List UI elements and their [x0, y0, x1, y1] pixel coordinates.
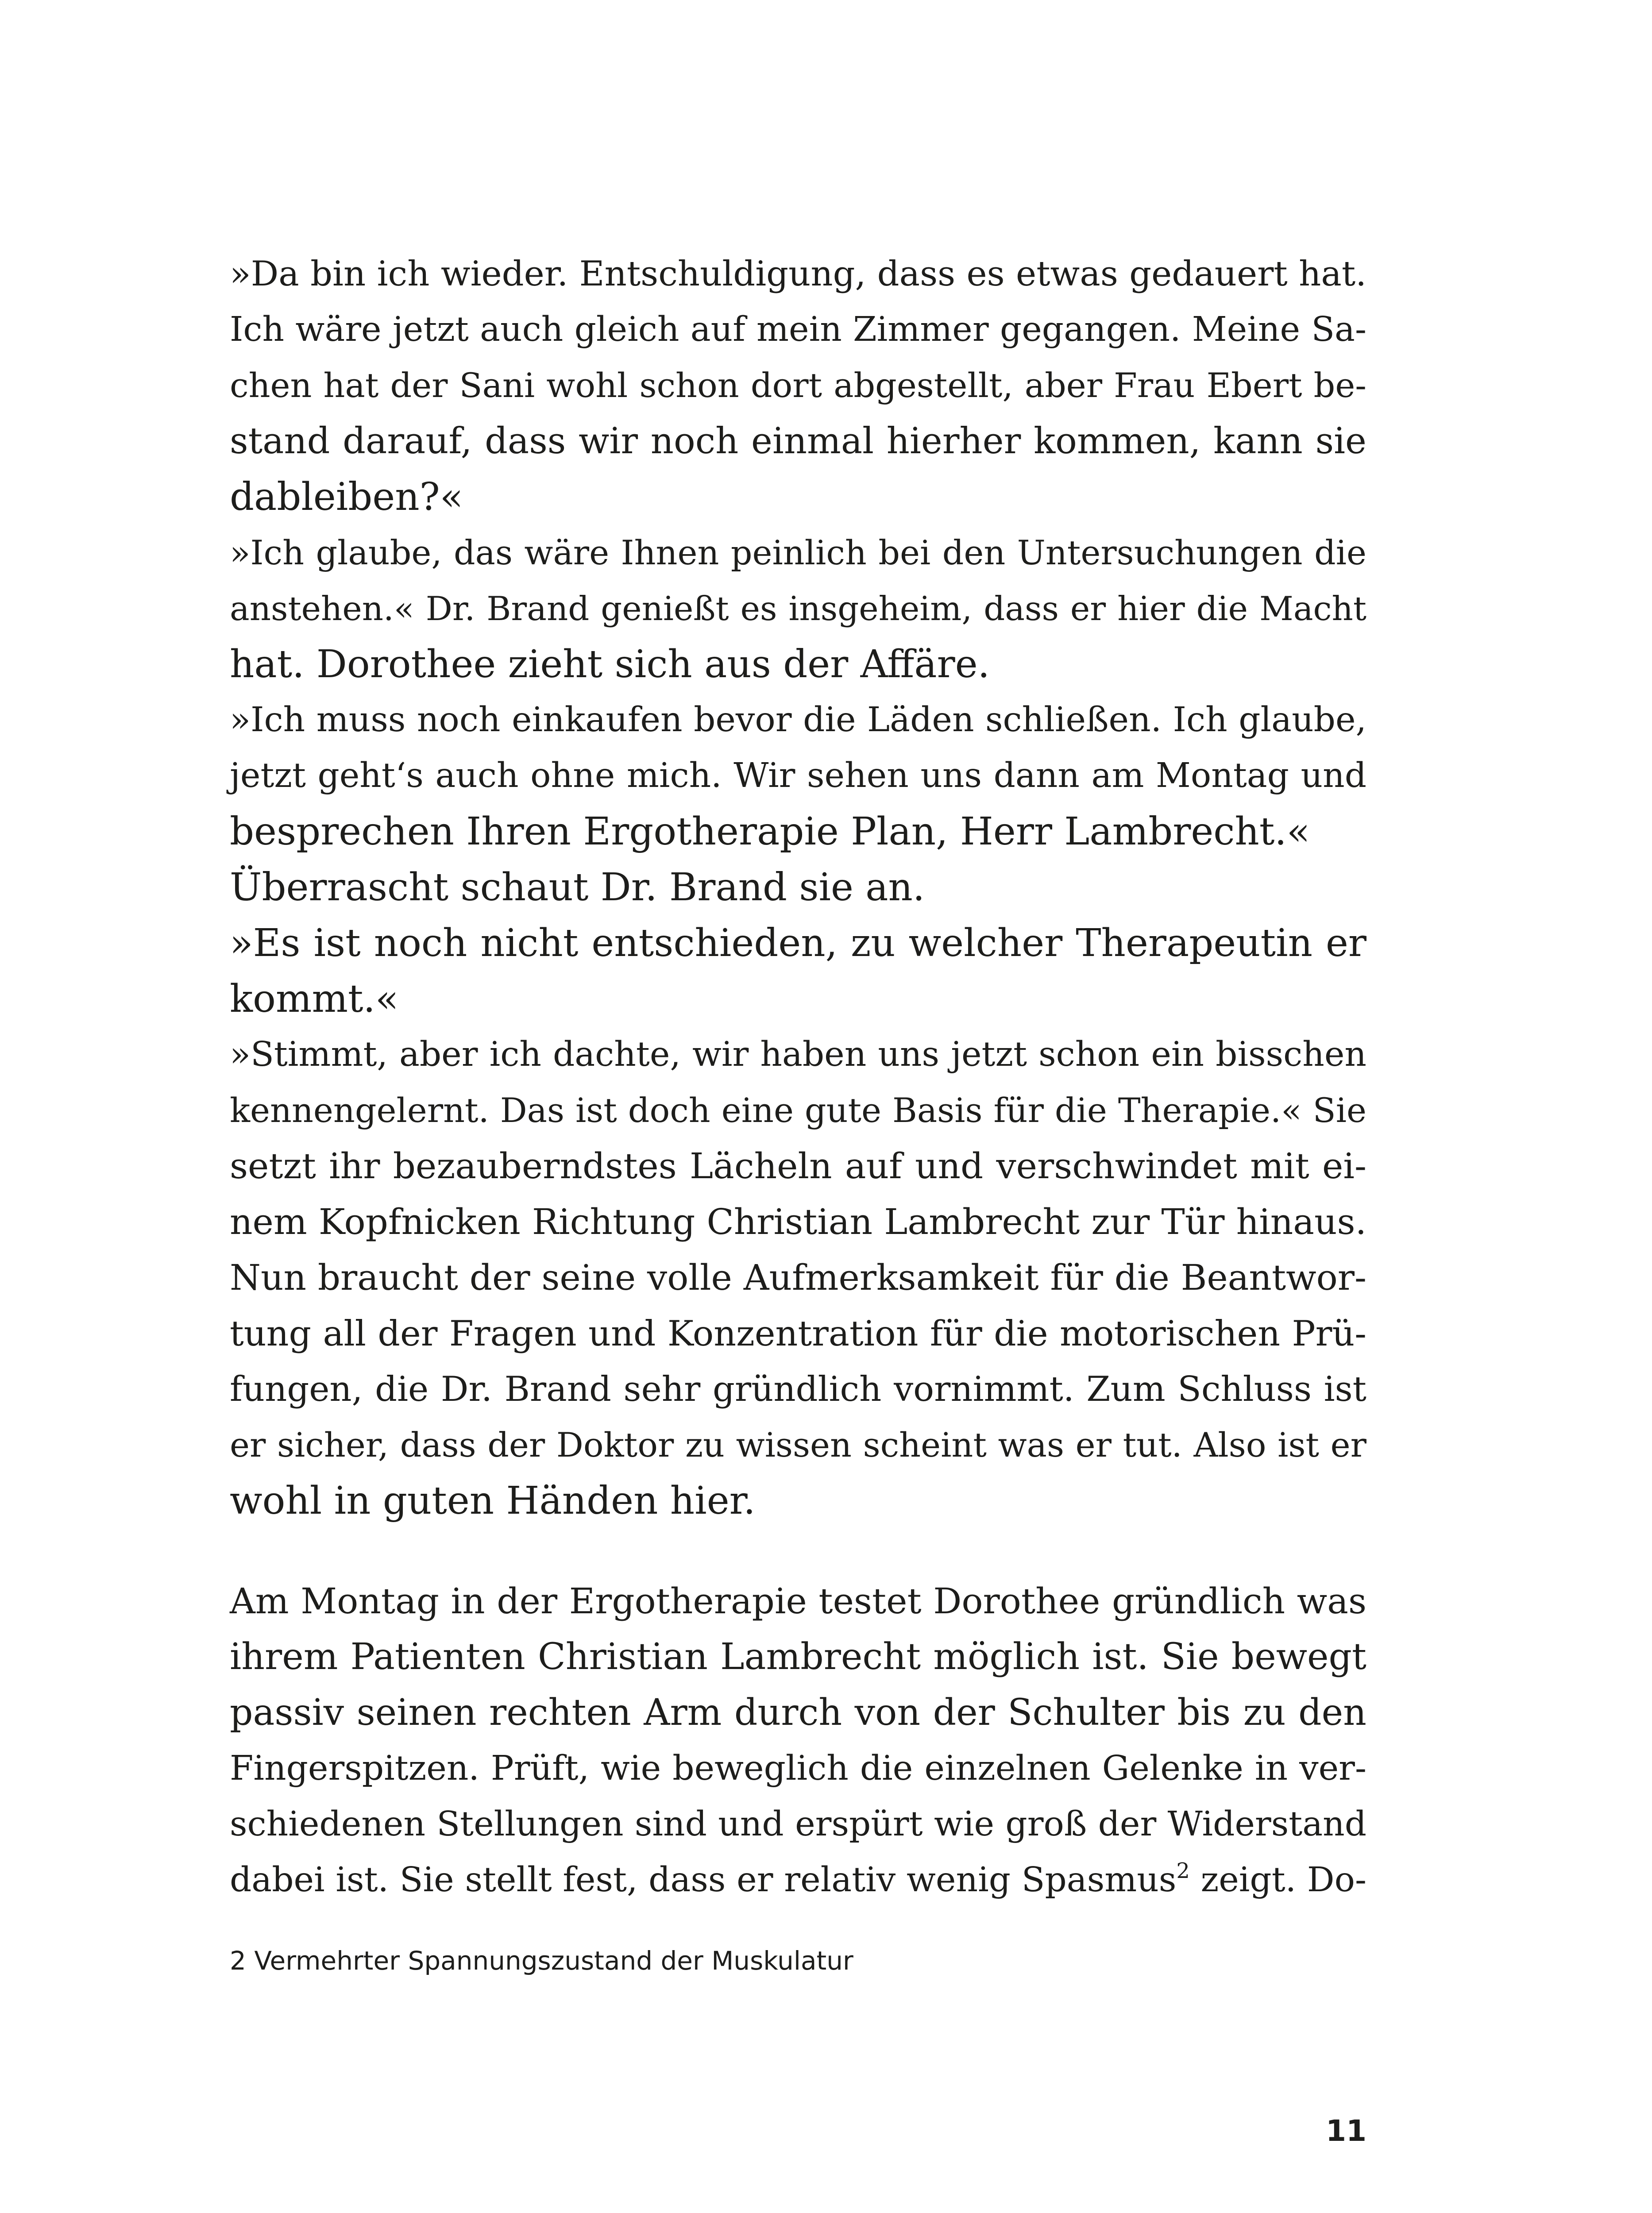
text-line [230, 1852, 1366, 1908]
footnote: 2 Vermehrter Spannungszustand der Muskulatur [230, 1946, 853, 1976]
text-line: stand darauf, dass wir noch einmal hierher kommen, kann sie [230, 420, 1366, 462]
page-number: 11 [1326, 2114, 1366, 2148]
text-line: kommt.« [230, 977, 399, 1021]
text-line: ihrem Patienten Christian Lambrecht möglich ist. Sie bewegt [230, 1636, 1366, 1678]
text-line: er sicher, dass der Doktor zu wissen scheint was er tut. Also ist er [230, 1425, 1366, 1465]
text-line: Am Montag in der Ergotherapie testet Dorothee gründlich was [230, 1581, 1366, 1622]
text-line: nem Kopfnicken Richtung Christian Lambrecht zur Tür hinaus. [230, 1201, 1366, 1242]
text-line: »Stimmt, aber ich dachte, wir haben uns jetzt schon ein bisschen [230, 1035, 1366, 1074]
text-segment: zeigt. Do- [1189, 1860, 1366, 1900]
paragraph-2 [230, 1573, 1366, 1908]
text-line: tung all der Fragen und Konzentration für die motorischen Prü- [230, 1313, 1366, 1354]
paragraph-1 [230, 246, 1366, 1529]
text-line: wohl in guten Händen hier. [230, 1479, 756, 1523]
text-line: Fingerspitzen. Prüft, wie beweglich die einzelnen Gelenke in ver- [230, 1749, 1366, 1788]
text-line: anstehen.« Dr. Brand genießt es insgeheim, dass er hier die Macht [230, 589, 1366, 628]
text-line: Nun braucht der seine volle Aufmerksamkeit für die Beantwor- [230, 1257, 1366, 1298]
text-line: Überrascht schaut Dr. Brand sie an. [230, 865, 925, 910]
text-line: »Es ist noch nicht entschieden, zu welcher Therapeutin er [230, 921, 1366, 965]
text-line: »Ich muss noch einkaufen bevor die Läden schließen. Ich glaube, [230, 700, 1366, 740]
text-line: hat. Dorothee zieht sich aus der Affäre. [230, 642, 990, 686]
text-line: schiedenen Stellungen sind und erspürt wie groß der Widerstand [230, 1804, 1366, 1844]
text-line: Ich wäre jetzt auch gleich auf mein Zimmer gegangen. Meine Sa- [230, 310, 1366, 349]
text-line: »Ich glaube, das wäre Ihnen peinlich bei den Untersuchungen die [230, 533, 1366, 572]
text-segment: dabei ist. Sie stellt fest, dass er relativ wenig Spasmus [230, 1860, 1177, 1900]
text-line: dableiben?« [230, 475, 463, 519]
text-line: »Da bin ich wieder. Entschuldigung, dass es etwas gedauert hat. [230, 254, 1366, 294]
text-line: setzt ihr bezauberndstes Lächeln auf und verschwindet mit ei- [230, 1145, 1366, 1187]
text-line: besprechen Ihren Ergotherapie Plan, Herr Lambrecht.« [230, 810, 1310, 854]
text-line: kennengelernt. Das ist doch eine gute Basis für die Therapie.« Sie [230, 1091, 1366, 1130]
text-line: jetzt geht‘s auch ohne mich. Wir sehen uns dann am Montag und [230, 756, 1366, 795]
text-line: passiv seinen rechten Arm durch von der Schulter bis zu den [230, 1692, 1366, 1734]
text-line: fungen, die Dr. Brand sehr gründlich vornimmt. Zum Schluss ist [230, 1369, 1366, 1409]
text-line: chen hat der Sani wohl schon dort abgestellt, aber Frau Ebert be- [230, 366, 1366, 405]
footnote-reference: 2 [1176, 1858, 1190, 1883]
